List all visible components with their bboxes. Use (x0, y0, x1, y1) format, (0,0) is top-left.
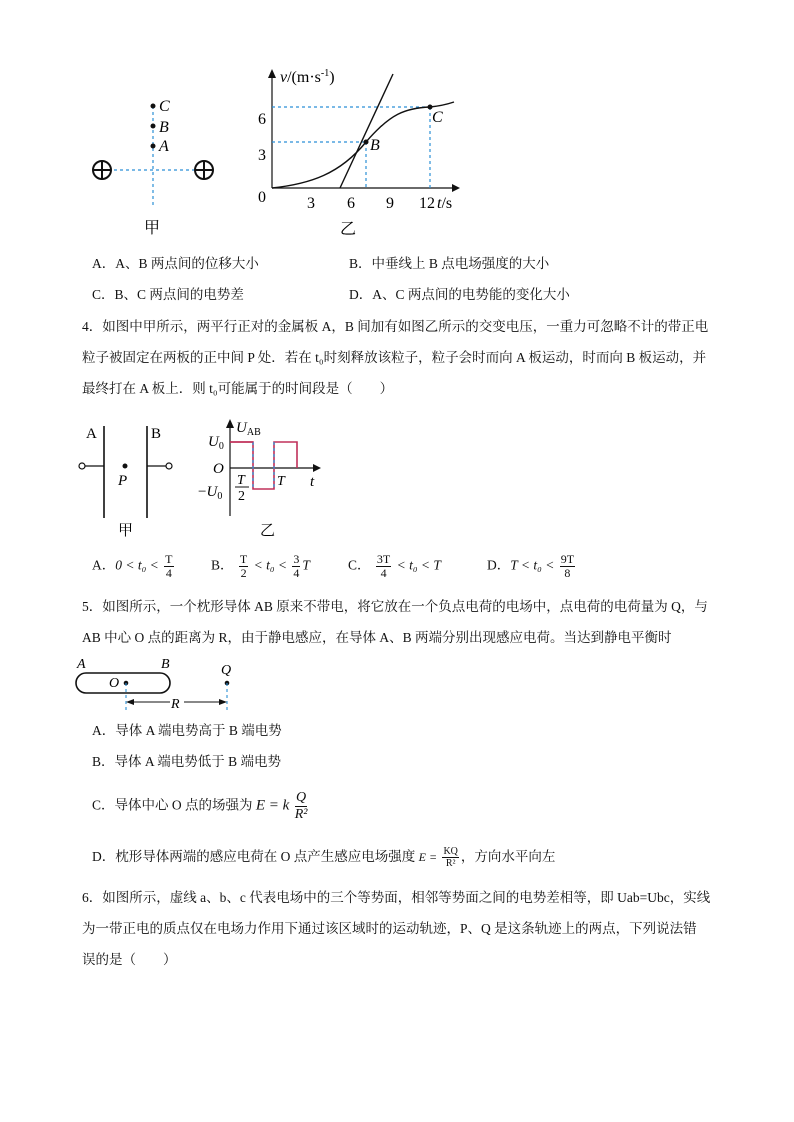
point-c-dot (151, 104, 156, 109)
y-tick-3: 3 (258, 147, 266, 164)
x-axis-label: t/s (437, 195, 453, 212)
q6-stem-line2: 为一带正电的质点仅在电场力作用下通过该区域时的运动轨迹，P、Q 是这条轨迹上的两点，下列说法错 (82, 921, 697, 936)
point-b-dot (364, 140, 369, 145)
fig-yi-label: 乙 (260, 523, 276, 539)
q3-option-d[interactable]: D．A、C 两点间的电势能的变化大小 (349, 287, 570, 302)
end-a-label: A (77, 657, 86, 672)
tangent-line (340, 74, 393, 188)
x-tick-6: 6 (347, 195, 355, 212)
point-a-dot (151, 144, 156, 149)
fig-yi-label: 乙 (340, 221, 357, 238)
q4-stem-line2: 粒子被固定在两板的正中间 P 处．若在 t₀时刻释放该粒子，粒子会时而向 A 板运动，时而向 B 板运动，并 (82, 350, 707, 365)
q3-figure-yi (250, 62, 480, 247)
q4-option-a[interactable]: A．0 < t₀ < $\frac{T}{4}$ (92, 552, 173, 580)
point-b-dot (151, 124, 156, 129)
t-full-label: T (277, 474, 285, 489)
t-half-den: 2 (238, 489, 245, 504)
point-c-label: C (159, 98, 170, 115)
q5-option-d[interactable]: D．枕形导体两端的感应电荷在 O 点产生感应电场强度 E = $\frac{KQ}{\text{R²}}$ ，方向水平向左 (92, 846, 556, 870)
fig-jia-label: 甲 (144, 220, 161, 237)
y-axis-label: $U_{AB}$ (236, 420, 261, 438)
x-tick-9: 9 (386, 195, 394, 212)
end-b-label: B (161, 657, 170, 672)
q4-option-d[interactable]: D．T < t₀ < $\frac{9T}{8}$ (487, 552, 575, 580)
q5-option-a[interactable]: A．导体 A 端电势高于 B 端电势 (92, 723, 282, 738)
charge-q-label: Q (221, 663, 232, 678)
q3-option-a[interactable]: A．A、B 两点间的位移大小 (92, 256, 259, 271)
center-o-label: O (109, 676, 120, 691)
point-a-label: A (159, 138, 169, 155)
q4-stem-line1: 4．如图中甲所示，两平行正对的金属板 A，B 间加有如图乙所示的交变电压，一重力可忽略不计的带正电 (82, 319, 709, 334)
q4-option-c[interactable]: C． $\frac{3T}{4}$ < t₀ < T (348, 552, 441, 580)
point-p-label: P (118, 473, 128, 489)
distance-r-label: R (171, 697, 180, 712)
neg-u0-label: $-U_0$ (198, 484, 223, 502)
q3-option-c[interactable]: C．B、C 两点间的电势差 (92, 287, 244, 302)
x-tick-3: 3 (307, 195, 315, 212)
q6-stem-line1: 6．如图所示，虚线 a、b、c 代表电场中的三个等势面，相邻等势面之间的电势差相等，即 Uab=Ubc，实线 (82, 890, 711, 905)
origin-label: O (213, 461, 224, 477)
fig-jia-label: 甲 (118, 523, 134, 539)
point-b-label: B (370, 137, 380, 154)
positive-charge-right (195, 161, 213, 179)
q4-stem-line3: 最终打在 A 板上．则 t₀可能属于的时间段是（ ） (82, 381, 394, 396)
point-b-label: B (159, 119, 169, 136)
q4-option-b[interactable]: B． $\frac{T}{2}$ < t₀ < $\frac{3}{4}$ T (211, 552, 310, 580)
point-c-label: C (432, 109, 443, 126)
plate-b-label: B (151, 426, 162, 442)
q3-option-b[interactable]: B．中垂线上 B 点电场强度的大小 (349, 256, 550, 271)
x-tick-12: 12 (419, 195, 435, 212)
q4-figure-yi (198, 416, 328, 541)
pillow-conductor (76, 673, 170, 693)
y-tick-6: 6 (258, 111, 266, 128)
q5-figure (70, 654, 250, 714)
q5-option-b[interactable]: B．导体 A 端电势低于 B 端电势 (92, 754, 282, 769)
q6-stem-line3: 误的是（ ） (82, 952, 177, 967)
u0-label: $U_0$ (208, 434, 224, 452)
velocity-curve (272, 102, 454, 188)
y-tick-0: 0 (258, 189, 266, 206)
point-p-dot (123, 464, 128, 469)
q4-figure-jia (72, 418, 187, 543)
q5-stem-line1: 5．如图所示，一个枕形导体 AB 原来不带电，将它放在一个负点电荷的电场中，点电荷的电荷量为 Q，与 (82, 599, 708, 614)
positive-charge-left (93, 161, 111, 179)
t-axis-label: t (310, 474, 315, 490)
y-axis-label: $v/(m\cdot s^{-1})$ (280, 68, 335, 86)
plate-a-label: A (86, 426, 97, 442)
q5-option-c[interactable]: C．导体中心 O 点的场强为 E = k $\frac{Q}{\text{R²}}$ (92, 790, 308, 822)
q5-stem-line2: AB 中心 O 点的距离为 R，由于静电感应，在导体 A、B 两端分别出现感应电荷。当达到静电平衡时 (82, 630, 672, 645)
t-half-num: T (237, 473, 245, 488)
q3-figure-jia (80, 88, 230, 243)
